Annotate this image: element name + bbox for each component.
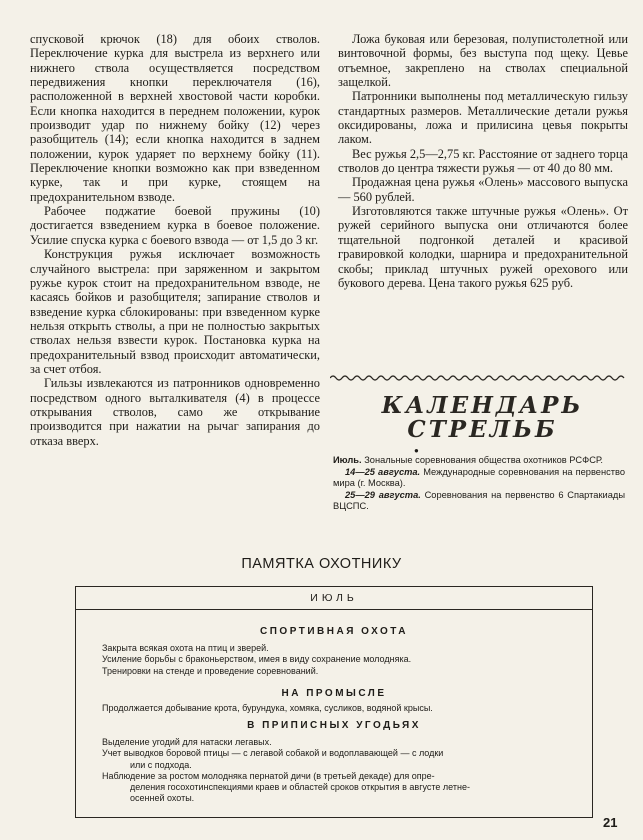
right-text-column <box>338 32 628 290</box>
section-title-assigned-lands: В ПРИПИСНЫХ УГОДЬЯХ <box>247 720 421 731</box>
page-number: 21 <box>603 815 618 830</box>
section-title-trade: НА ПРОМЫСЛЕ <box>281 688 387 699</box>
right-paragraph-2: Патронники выполнены под металлическую гильзу стандартных размеров. Металлические детали ружья оксидированы, ложа и прилисина цевья покрыты лаком. <box>338 89 628 147</box>
event-date: Июль. <box>333 455 362 465</box>
list-item: осенней охоты. <box>130 793 195 804</box>
list-item: или с подхода. <box>130 759 192 770</box>
section-items-assigned-lands <box>102 737 574 805</box>
left-paragraph-4: Гильзы извлекаются из патронников одновременно посредством одного выталкивателя (4) в процессе открывания стволов, само же открывание производится при нажатии на рычаг запирания до отказа вверх. <box>30 376 320 448</box>
list-item: деления госохотинспекциями краев и областей сроков открытия в августе летне- <box>130 782 470 793</box>
right-paragraph-4: Продажная цена ружья «Олень» массового выпуска — 560 рублей. <box>338 175 628 204</box>
section-title-sport-hunting: СПОРТИВНАЯ ОХОТА <box>260 626 408 637</box>
wavy-divider <box>330 374 625 382</box>
list-item: Выделение угодий для натаски легавых. <box>102 737 272 747</box>
memo-box <box>75 586 593 818</box>
list-item: Усиление борьбы с браконьерством, имея в виду сохранение молодняка. <box>102 654 412 665</box>
section-items-trade <box>102 703 574 714</box>
list-item: Наблюдение за ростом молодняка пернатой дичи (в третьей декаде) для опре- <box>102 770 435 781</box>
list-item: Тренировки на стенде и проведение соревнований. <box>102 665 319 676</box>
right-paragraph-5: Изготовляются также штучные ружья «Олень». От ружей серийного выпуска они отличаются более тщательной подгонкой деталей и красивой гравировкой колодки, шарнира и предохранительной скобы; приклад штучных ружей орехового или букового дерева. Цена такого ружья 625 руб. <box>338 204 628 290</box>
right-paragraph-1: Ложа буковая или березовая, полупистолетной или винтовочной формы, без выступа под щеку. Цевье отъемное, закреплено на стволах специальной защелкой. <box>338 32 628 90</box>
list-item: Закрыта всякая охота на птиц и зверей. <box>102 643 269 653</box>
list-item: Продолжается добывание крота, бурундука, хомяка, сусликов, водяной крысы. <box>102 703 433 713</box>
calendar-title-line1: КАЛЕНДАРЬ <box>381 392 584 419</box>
event-date: 25—29 августа. <box>345 489 421 500</box>
calendar-event <box>333 490 625 513</box>
left-paragraph-1: спусковой крючок (18) для обоих стволов. Переключение курка для выстрела из верхнего или нижнего ствола осуществляется посредством передвижения кнопки переключателя (16), расположенной в верхней хвостовой части коробки. Если кнопка находится в переднем положении, курок производит удар по нижнему бойку (12) через разобщитель (14); если кнопка находится в заднем положении, курок ударяет по верхнему бойку (11). Переключение кнопки возможно как при взведенном курке, так и при курке, стоящем на предохранительном взводе. <box>30 32 320 204</box>
event-text: Зональные соревнования общества охотников РСФСР. <box>361 455 603 465</box>
right-paragraph-3: Вес ружья 2,5—2,75 кг. Расстояние от заднего торца стволов до центра тяжести ружья — от 40 до 80 мм. <box>338 146 628 176</box>
left-paragraph-3: Конструкция ружья исключает возможность случайного выстрела: при заряженном и закрытом ружье курок стоит на предохранительном взводе, не касаясь бойков и разобщителя; запирание стволов и взведение курка сблокированы: при взведенном курке нельзя открыть стволы, а при не полностью закрытых стволах нельзя взвести курок. Постановка курка на предохранительный взвод происходит автоматически, за счет отбоя. <box>30 247 320 376</box>
memo-heading: ПАМЯТКА ОХОТНИКУ <box>241 556 402 572</box>
event-text: Международные соревнования на первенство мира (г. Москва). <box>333 466 626 489</box>
list-item: Учет выводков боровой птицы — с легавой собакой и водоплавающей — с лодки <box>102 748 444 759</box>
calendar-event <box>333 467 625 490</box>
left-paragraph-2: Рабочее поджатие боевой пружины (10) достигается взведением курка в боевое положение. Усилие спуска курка с боевого взвода — от 1,5 до 3 кг. <box>30 204 320 247</box>
section-items-sport-hunting <box>102 643 574 677</box>
calendar-dot: ● <box>414 446 419 455</box>
event-text: Соревнования на первенство 6 Спартакиады ВЦСПС. <box>333 489 625 512</box>
left-text-column <box>30 32 320 448</box>
calendar-event <box>333 455 625 467</box>
memo-month: ИЮЛЬ <box>76 587 592 610</box>
calendar-title-line2: СТРЕЛЬБ <box>407 416 558 443</box>
event-date: 14—25 августа. <box>345 466 421 477</box>
calendar-events <box>333 455 625 513</box>
